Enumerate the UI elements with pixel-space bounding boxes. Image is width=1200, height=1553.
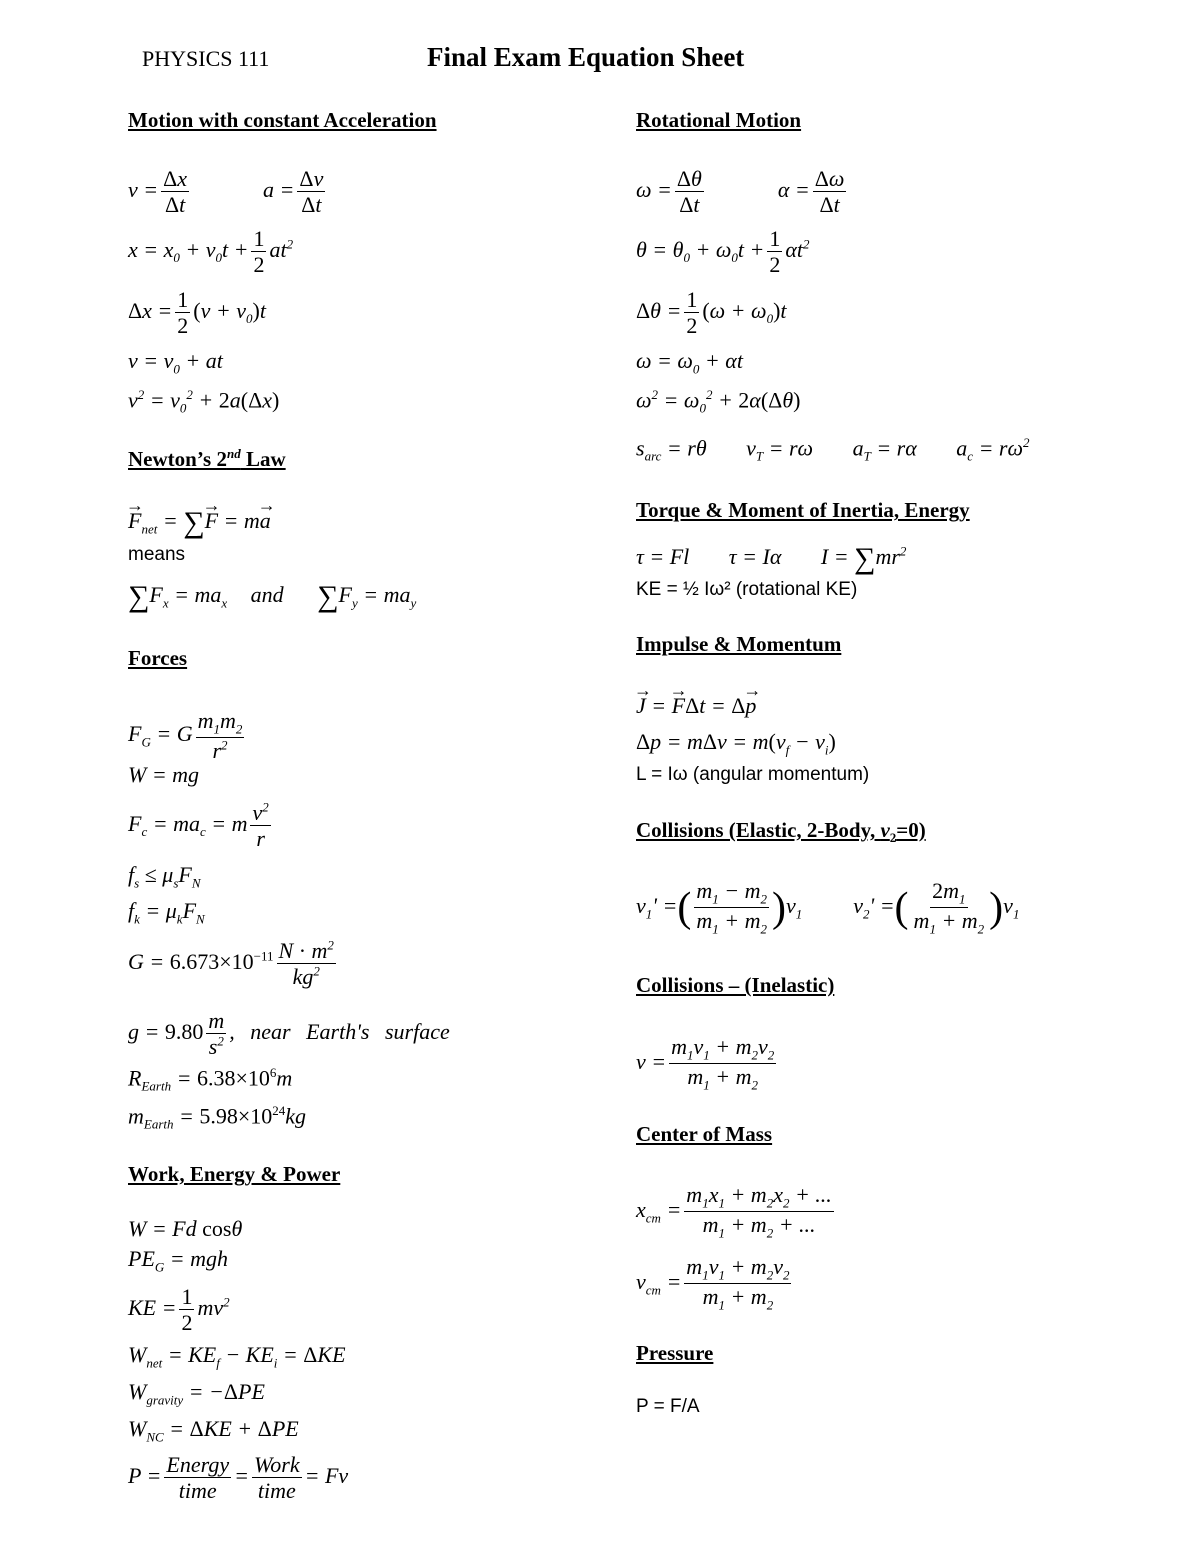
eq-com-velocity: $v_{cm}$ = $\frac{m_1v_1 + m_2v_2}{m_1 + m_2}$ [636,1254,790,1313]
eq-inelastic-collision: v = $\frac{m_1v_1 + m_2v_2}{m_1 + m_2}$ [636,1034,775,1093]
page-title: Final Exam Equation Sheet [427,42,745,72]
eq-position: $x = x_0 + v_0t$ + $\frac{1}{2}$ $at^2$ [128,226,294,278]
means-label: means [128,544,186,565]
heading-rotation: Rotational Motion [636,108,802,132]
heading-motion: Motion with constant Acceleration [128,108,437,132]
eq-gravitation: $F_G = G$ $\frac{m_1m_2}{r^2}$ [128,708,243,764]
heading-forces: Forces [128,646,188,670]
eq-momentum-change: $\Delta p = m\Delta v = m(v_f - v_i)$ [636,729,836,758]
eq-angular-position: $\theta = \theta_0 + \omega_0t$ + $\frac{1}{2}$ $\alpha t^2$ [636,226,810,278]
eq-newton-components: $\sum F_x = ma_x$ and $\sum F_y = ma_y$ [128,580,417,613]
eq-arc-tangential: $s_{arc} = r\theta$ $v_T = r\omega$ $a_T = r\alpha$ $a_c = r\omega^2$ [636,435,1030,464]
eq-displacement-avg: Δx = $\frac{1}{2}$ $(v + v_0)t$ [128,287,266,339]
heading-impulse: Impulse & Momentum [636,632,842,656]
eq-static-friction: $f_s \le \mu_sF_N$ [128,862,201,891]
heading-elastic: Collisions (Elastic, 2-Body, $v_2=0$) [636,818,926,846]
heading-newton: Newton’s 2nd Law [128,446,286,471]
eq-velocity-time: $v = v_0$ + at [128,348,223,377]
eq-grav-constant: $G = 6.673\times 10^{-11}$ $\frac{N \cdot m^2}{kg^2}$ [128,937,334,990]
eq-weight: W = mg [128,762,200,787]
eq-kinetic-friction: $f_k = \mu_kF_N$ [128,898,205,927]
eq-velocity-acceleration-def: v = $\frac{\Delta x}{\Delta t}$ a = $\frac{\Delta v}{\Delta t}$ [128,166,324,218]
eq-work-nc: $W_{NC} = \Delta KE + \Delta PE$ [128,1416,299,1445]
and-label: and [250,582,284,608]
eq-potential-energy: $PE_G$ = mgh [128,1246,229,1275]
course-label: PHYSICS 111 [142,46,270,71]
eq-earth-mass: $m_{Earth} = 5.98\times 10^{24}kg$ [128,1103,307,1132]
eq-impulse: → J = → FΔt = Δ→ p [636,695,756,717]
eq-elastic-collision: $v_1'$ =( $\frac{m_1 - m_2}{m_1 + m_2}$ )$v_1$ $v_2'$ =( $\frac{2m_1}{m_1 + m_2}$ )$v_1$ [636,878,1020,937]
eq-torque-inertia: τ = Fl τ = Iα $I = \sum mr^2$ [636,542,907,575]
eq-pressure: P = F/A [636,1396,700,1417]
eq-angular-momentum: L = Iω (angular momentum) [636,764,870,785]
eq-angular-displacement: Δθ = $\frac{1}{2}$ $(\omega + \omega_0)t$ [636,287,787,339]
eq-net-force: → $F_{net}$ = ∑→ F = m→ a [128,508,271,538]
heading-work-energy: Work, Energy & Power [128,1162,341,1186]
eq-kinetic-energy: KE = $\frac{1}{2}$ $mv^2$ [128,1284,230,1336]
eq-centripetal: $F_c = ma_c = m$ $\frac{v^2}{r}$ [128,799,269,852]
eq-com-position: $x_{cm}$ = $\frac{m_1x_1 + m_2x_2 + ...}{m_1 + m_2 + ...}$ [636,1182,832,1241]
heading-center-of-mass: Center of Mass [636,1122,773,1146]
eq-velocity-squared: $v^2 = v_0^2 + 2a(\Delta x)$ [128,387,280,416]
eq-angular-velocity-squared: $\omega^2 = \omega_0^2 + 2\alpha(\Delta\theta)$ [636,387,801,416]
eq-work: W = Fd cosθ [128,1216,243,1241]
eq-earth-radius: $R_{Earth} = 6.38\times 10^6m$ [128,1065,293,1094]
eq-rotational-ke: KE = ½ Iω² (rotational KE) [636,579,858,600]
eq-work-energy: $W_{net} = KE_f - KE_i = \Delta KE$ [128,1342,346,1371]
eq-work-gravity: $W_{gravity} = -\Delta PE$ [128,1379,265,1408]
eq-angular-velocity-time: $\omega = \omega_0 + \alpha t$ [636,348,743,377]
heading-torque: Torque & Moment of Inertia, Energy [636,498,970,522]
eq-gravity-accel: g = 9.80 $\frac{m}{s^2}$ , near Earth's surface [128,1008,450,1060]
eq-power: P = $\frac{\text{Energy}}{\text{time}}$ = $\frac{\text{Work}}{\text{time}}$ = Fv [128,1452,349,1504]
heading-inelastic: Collisions – (Inelastic) [636,973,835,997]
heading-pressure: Pressure [636,1341,714,1365]
eq-angular-velocity-accel-def: ω = $\frac{\Delta\theta}{\Delta t}$ α = $\frac{\Delta\omega}{\Delta t}$ [636,166,845,218]
